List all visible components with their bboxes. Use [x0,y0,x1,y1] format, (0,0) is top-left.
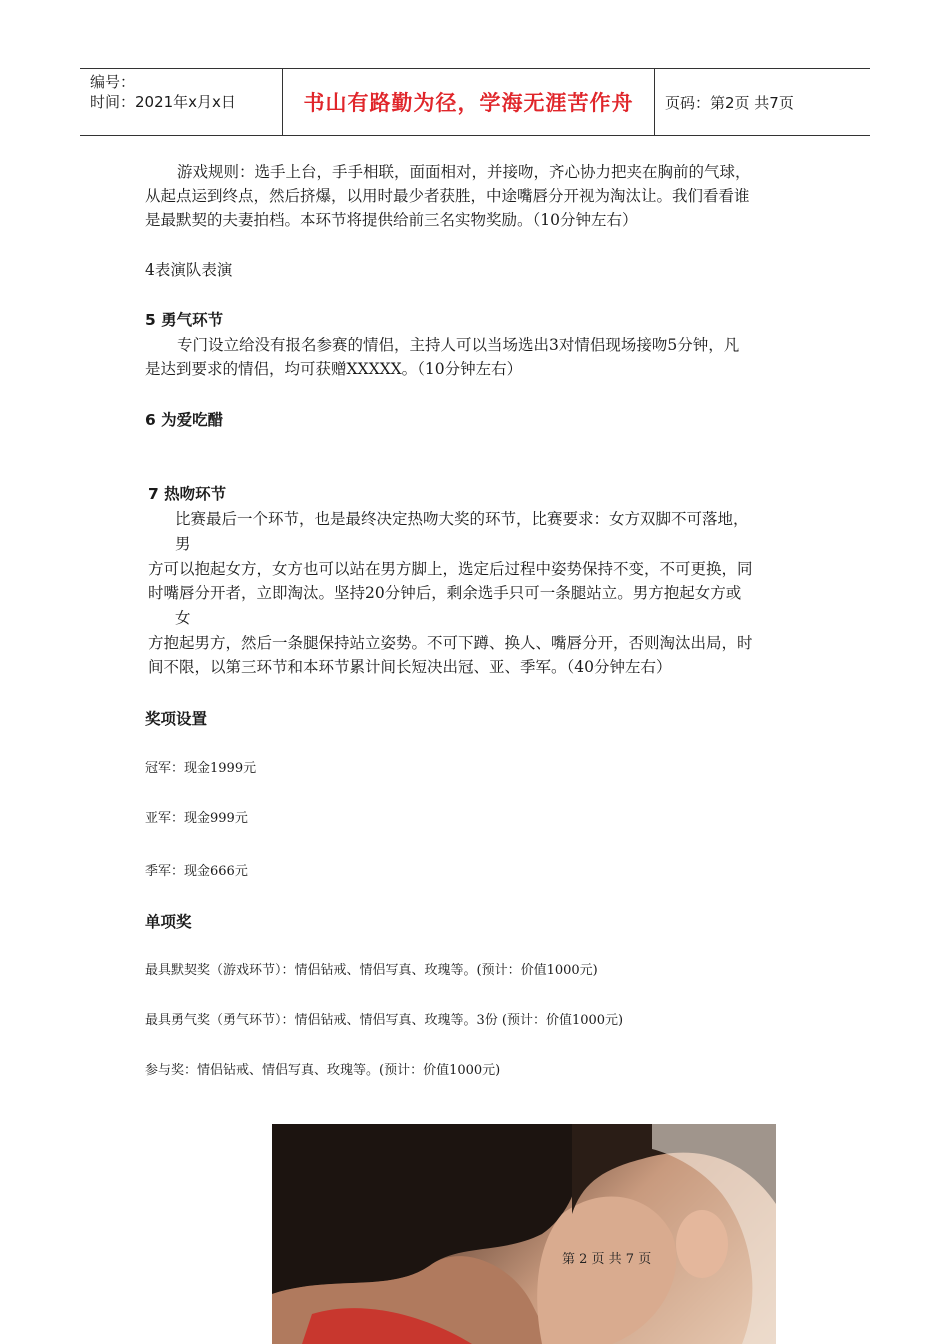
header-motto-cell [282,69,655,135]
single-award-2: 最具勇气奖（勇气环节）：情侣钻戒、情侣写真、玫瑰等。3份 (预计：价值1000元) [145,1013,624,1028]
awards-title: 奖项设置 [145,710,208,728]
award-second: 亚军：现金999元 [145,811,248,826]
item-7-line-5: 女 [175,609,191,627]
rules-line-1: 游戏规则：选手上台，手手相联，面面相对，并接吻，齐心协力把夹在胸前的气球， [177,163,751,181]
rules-line-3: 是最默契的夫妻拍档。本环节将提供给前三名实物奖励。（10分钟左右） [145,211,638,229]
header-page-cell [655,69,870,135]
item-7-title: 7 热吻环节 [148,485,227,503]
single-awards-title: 单项奖 [145,913,192,931]
page-label: 页码：第2页 共7页 [665,93,794,112]
motto: 书山有路勤为径，学海无涯苦作舟 [303,91,634,115]
item-7-line-3: 方可以抱起女方，女方也可以站在男方脚上，选定后过程中姿势保持不变，不可更换，同 [148,560,753,578]
item-6-title: 6 为爱吃醋 [145,411,224,429]
item-7-line-7: 间不限，以第三环节和本环节累计间长短决出冠、亚、季军。（40分钟左右） [148,658,672,676]
single-award-1: 最具默契奖（游戏环节）：情侣钻戒、情侣写真、玫瑰等。(预计：价值1000元) [145,963,598,978]
photo-illustration [272,1124,776,1344]
item-7-line-6: 方抱起男方，然后一条腿保持站立姿势。不可下蹲、换人、嘴唇分开，否则淘汰出局，时 [148,634,753,652]
time-label: 时间：2021年x月x日 [90,93,236,111]
item-7-line-4: 时嘴唇分开者，立即淘汰。坚持20分钟后，剩余选手只可一条腿站立。男方抱起女方或 [148,584,742,602]
document-header [80,68,870,136]
award-third: 季军：现金666元 [145,864,248,879]
couple-kiss-photo [272,1124,776,1344]
rules-line-2: 从起点运到终点，然后挤爆，以用时最少者获胜，中途嘴唇分开视为淘汰让。我们看看谁 [145,187,750,205]
item-5-title: 5 勇气环节 [145,311,224,329]
item-5-line-1: 专门设立给没有报名参赛的情侣，主持人可以当场选出3对情侣现场接吻5分钟，凡 [177,336,740,354]
footer-page-number: 第 2 页 共 7 页 [562,1252,652,1267]
number-label: 编号： [90,73,136,91]
single-award-3: 参与奖：情侣钻戒、情侣写真、玫瑰等。(预计：价值1000元) [145,1063,501,1078]
item-4: 4表演队表演 [145,261,233,279]
item-7-line-2: 男 [175,535,191,553]
item-7-line-1: 比赛最后一个环节，也是最终决定热吻大奖的环节，比赛要求：女方双脚不可落地， [175,510,749,528]
item-5-line-2: 是达到要求的情侣，均可获赠XXXXX。（10分钟左右） [145,360,523,378]
award-first: 冠军：现金1999元 [145,761,257,776]
header-left-cell [80,69,282,135]
